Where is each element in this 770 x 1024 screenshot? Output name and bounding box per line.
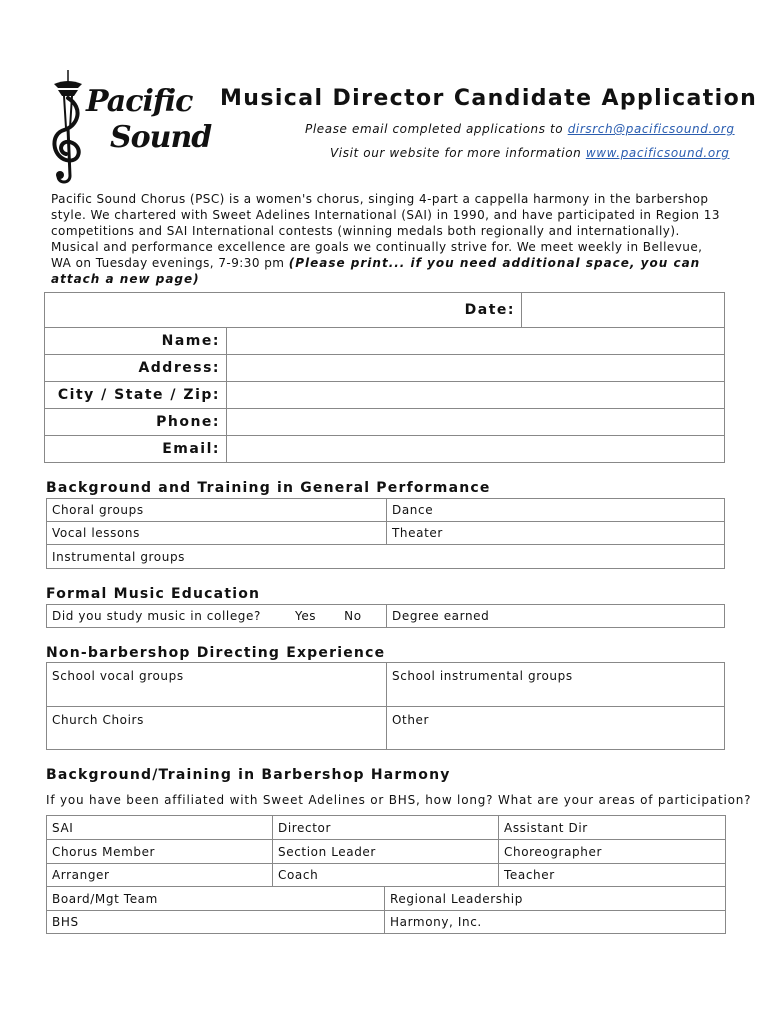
date-field[interactable] [522, 293, 725, 328]
other-cell[interactable]: Other [387, 707, 725, 750]
vocal-lessons-cell[interactable]: Vocal lessons [47, 522, 387, 545]
directing-table [46, 662, 725, 750]
email-link[interactable]: dirsrch@pacificsound.org [567, 122, 735, 136]
teacher-cell[interactable]: Teacher [499, 864, 726, 887]
section-leader-cell[interactable]: Section Leader [273, 840, 499, 864]
email-prompt: Please email completed applications to [305, 122, 564, 136]
theater-cell[interactable]: Theater [387, 522, 725, 545]
name-label: Name: [45, 328, 227, 355]
regional-leadership-cell[interactable]: Regional Leadership [385, 887, 726, 911]
directing-heading: Non-barbershop Directing Experience [46, 645, 386, 661]
formal-education-table [46, 604, 725, 628]
logo-line2: Sound [110, 120, 212, 155]
college-question: Did you study music in college? [52, 609, 261, 623]
sai-cell[interactable]: SAI [47, 816, 273, 840]
yes-option[interactable]: Yes [294, 609, 317, 623]
general-performance-heading: Background and Training in General Performance [46, 480, 491, 496]
page-title: Musical Director Candidate Application [220, 86, 758, 111]
intro-paragraph [51, 191, 721, 287]
logo-line1: Pacific [86, 84, 193, 119]
affiliation-question: If you have been affiliated with Sweet Adelines or BHS, how long? What are your areas of participation? [46, 793, 752, 807]
intro-emphasis: (Please print... if you need additional space, you can attach a new page) [51, 256, 701, 286]
barbershop-table [46, 815, 726, 934]
website-line [330, 146, 730, 160]
harmony-inc-cell[interactable]: Harmony, Inc. [385, 911, 726, 934]
barbershop-heading: Background/Training in Barbershop Harmony [46, 767, 451, 783]
pacific-sound-logo [48, 68, 212, 186]
dance-cell[interactable]: Dance [387, 499, 725, 522]
general-performance-table [46, 498, 725, 569]
address-field[interactable] [227, 355, 725, 382]
email-field[interactable] [227, 436, 725, 463]
bhs-cell[interactable]: BHS [47, 911, 385, 934]
email-label: Email: [45, 436, 227, 463]
chorus-member-cell[interactable]: Chorus Member [47, 840, 273, 864]
choreographer-cell[interactable]: Choreographer [499, 840, 726, 864]
intro-text: Pacific Sound Chorus (PSC) is a women's chorus, singing 4-part a cappella harmony in the barbershop style. We chartered with Sweet Adelines International (SAI) in 1990, and have participated in Region 13 competitions and SAI International contests (winning medals both regionally and internationally). Musical and performance excellence are goals we continually strive for. We meet weekly in Bellevue, WA on Tuesday evenings, 7-9:30 pm [51, 192, 720, 270]
name-field[interactable] [227, 328, 725, 355]
director-cell[interactable]: Director [273, 816, 499, 840]
website-link[interactable]: www.pacificsound.org [585, 146, 730, 160]
school-instrumental-cell[interactable]: School instrumental groups [387, 663, 725, 707]
no-option[interactable]: No [344, 609, 362, 623]
coach-cell[interactable]: Coach [273, 864, 499, 887]
assistant-dir-cell[interactable]: Assistant Dir [499, 816, 726, 840]
city-state-zip-field[interactable] [227, 382, 725, 409]
contact-form [44, 292, 725, 463]
instrumental-groups-cell[interactable]: Instrumental groups [47, 545, 725, 569]
phone-label: Phone: [45, 409, 227, 436]
board-mgt-cell[interactable]: Board/Mgt Team [47, 887, 385, 911]
arranger-cell[interactable]: Arranger [47, 864, 273, 887]
formal-education-heading: Formal Music Education [46, 586, 261, 602]
college-question-cell [47, 605, 387, 628]
date-label: Date: [45, 293, 522, 328]
choral-groups-cell[interactable]: Choral groups [47, 499, 387, 522]
church-choirs-cell[interactable]: Church Choirs [47, 707, 387, 750]
address-label: Address: [45, 355, 227, 382]
website-prompt: Visit our website for more information [330, 146, 582, 160]
phone-field[interactable] [227, 409, 725, 436]
school-vocal-cell[interactable]: School vocal groups [47, 663, 387, 707]
city-state-zip-label: City / State / Zip: [45, 382, 227, 409]
email-line [305, 122, 735, 136]
degree-earned-cell[interactable]: Degree earned [387, 605, 725, 628]
